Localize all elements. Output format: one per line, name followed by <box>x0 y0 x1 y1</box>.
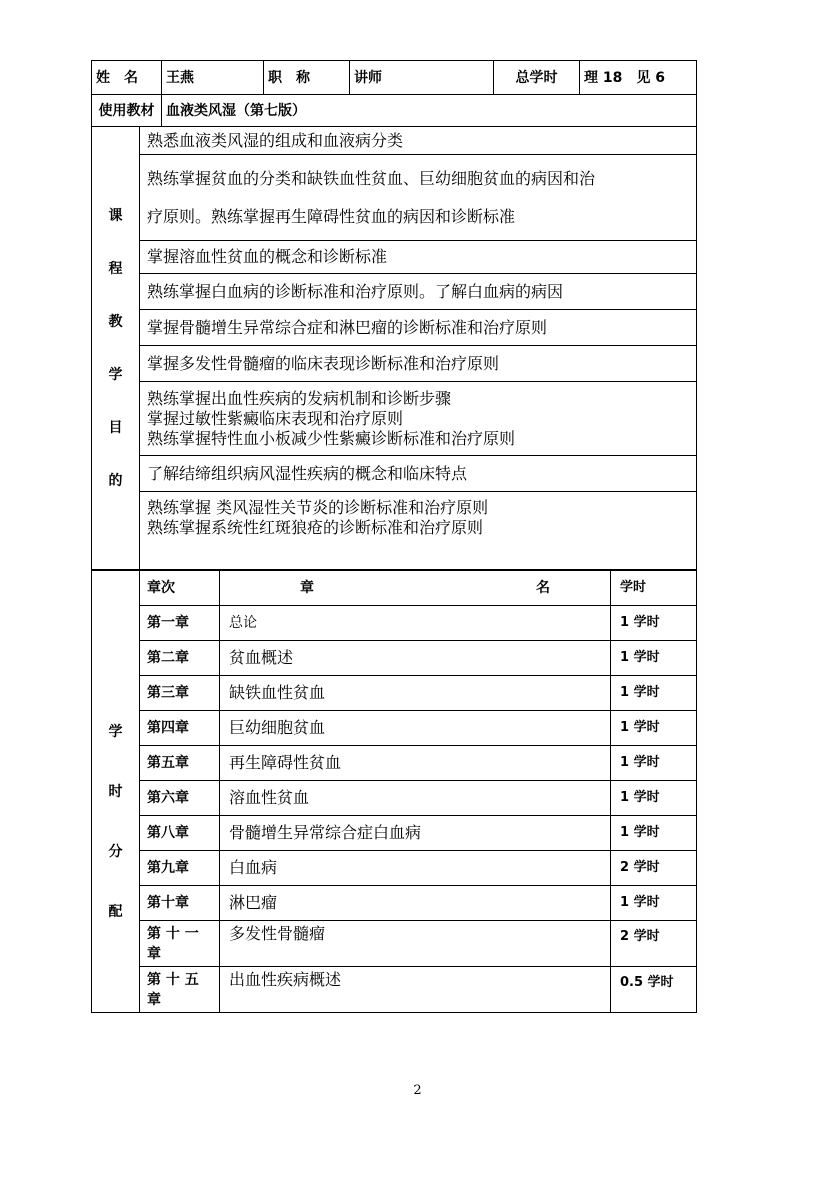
objective-line: 了解结缔组织病风湿性疾病的概念和临床特点 <box>147 463 468 483</box>
hours-cell: 1 学时 <box>611 886 697 921</box>
name-value: 王燕 <box>162 61 264 95</box>
objective-item <box>140 310 697 346</box>
objective-line: 疗原则。熟练掌握再生障碍性贫血的病因和诊断标准 <box>147 206 516 226</box>
objective-line: 熟悉血液类风湿的组成和血液病分类 <box>147 130 404 150</box>
chapter-cell: 第八章 <box>140 816 220 851</box>
objectives-table <box>91 126 697 570</box>
schedule-side-label <box>92 571 140 1013</box>
hours-cell: 1 学时 <box>611 641 697 676</box>
table-row <box>92 816 697 851</box>
chapter-cell: 第 十 五 章 <box>140 967 220 1013</box>
total-hours-label: 总学时 <box>494 61 580 95</box>
table-row <box>92 886 697 921</box>
chapter-name-cell: 缺铁血性贫血 <box>220 676 611 711</box>
chapter-cell: 第一章 <box>140 606 220 641</box>
table-row <box>92 711 697 746</box>
chapter-name-cell: 巨幼细胞贫血 <box>220 711 611 746</box>
chapter-cell: 第六章 <box>140 781 220 816</box>
side-char: 目 <box>108 419 123 436</box>
column-header-chapter: 章次 <box>140 571 220 606</box>
hours-allocation-table <box>91 570 697 1013</box>
side-char: 程 <box>108 260 123 277</box>
table-row <box>92 676 697 711</box>
objective-item <box>140 155 697 241</box>
objective-line: 熟练掌握 类风湿性关节炎的诊断标准和治疗原则 <box>147 498 489 517</box>
objective-line: 熟练掌握系统性红斑狼疮的诊断标准和治疗原则 <box>147 518 484 537</box>
side-char: 课 <box>108 207 123 224</box>
chapter-name-cell: 贫血概述 <box>220 641 611 676</box>
table-row <box>92 781 697 816</box>
side-char: 学 <box>108 366 123 383</box>
hours-cell: 1 学时 <box>611 816 697 851</box>
objective-line: 掌握骨髓增生异常综合症和淋巴瘤的诊断标准和治疗原则 <box>147 317 548 337</box>
hours-cell: 1 学时 <box>611 676 697 711</box>
chapter-cell: 第四章 <box>140 711 220 746</box>
table-row <box>92 921 697 967</box>
chapter-name-cell: 溶血性贫血 <box>220 781 611 816</box>
chapter-cell: 第五章 <box>140 746 220 781</box>
hours-cell: 2 学时 <box>611 851 697 886</box>
objective-line: 熟练掌握出血性疾病的发病机制和诊断步骤 <box>147 388 452 408</box>
textbook-label: 使用教材 <box>92 95 162 127</box>
objective-item <box>140 346 697 382</box>
objective-item <box>140 274 697 310</box>
side-char: 配 <box>108 903 123 920</box>
table-row <box>92 746 697 781</box>
side-char: 教 <box>108 313 123 330</box>
page-number: 2 <box>413 1083 422 1098</box>
hours-cell: 1 学时 <box>611 711 697 746</box>
chapter-name-cell: 总论 <box>220 606 611 641</box>
table-row <box>92 641 697 676</box>
table-row <box>92 606 697 641</box>
table-row <box>92 851 697 886</box>
chapter-cell: 第 十 一 章 <box>140 921 220 967</box>
textbook-row <box>92 95 697 127</box>
chapter-cell: 第二章 <box>140 641 220 676</box>
chapter-name-cell: 多发性骨髓瘤 <box>220 921 611 967</box>
hours-cell: 0.5 学时 <box>611 967 697 1013</box>
chapter-name-cell: 出血性疾病概述 <box>220 967 611 1013</box>
objective-item <box>140 492 697 570</box>
hours-cell: 1 学时 <box>611 746 697 781</box>
side-char: 分 <box>108 843 123 860</box>
objective-line: 掌握溶血性贫血的概念和诊断标准 <box>147 247 388 266</box>
hours-cell: 1 学时 <box>611 606 697 641</box>
objective-line: 熟练掌握特性血小板减少性紫癜诊断标准和治疗原则 <box>147 428 516 448</box>
hours-cell: 1 学时 <box>611 781 697 816</box>
chapter-cell: 第三章 <box>140 676 220 711</box>
objective-line: 熟练掌握贫血的分类和缺铁血性贫血、巨幼细胞贫血的病因和治 <box>147 168 596 188</box>
total-hours-value: 理 18 见 6 <box>580 61 697 95</box>
column-header-name-a: 章 <box>300 580 314 596</box>
objective-line: 掌握过敏性紫癜临床表现和治疗原则 <box>147 408 404 428</box>
chapter-cell: 第九章 <box>140 851 220 886</box>
title-label: 职 称 <box>264 61 350 95</box>
header-row <box>92 61 697 95</box>
side-char: 时 <box>108 783 123 800</box>
objectives-side-label <box>92 127 140 570</box>
table-row <box>92 967 697 1013</box>
chapter-cell: 第十章 <box>140 886 220 921</box>
textbook-value: 血液类风湿（第七版） <box>162 95 697 127</box>
column-header-name <box>220 571 611 606</box>
objective-item <box>140 382 697 456</box>
title-value: 讲师 <box>350 61 494 95</box>
objective-item <box>140 127 697 155</box>
side-char: 学 <box>108 723 123 740</box>
chapter-name-cell: 淋巴瘤 <box>220 886 611 921</box>
objective-item <box>140 241 697 274</box>
objective-line: 掌握多发性骨髓瘤的临床表现诊断标准和治疗原则 <box>147 353 500 373</box>
objective-item <box>140 456 697 492</box>
chapter-name-cell: 白血病 <box>220 851 611 886</box>
hours-cell: 2 学时 <box>611 921 697 967</box>
name-label: 姓 名 <box>92 61 162 95</box>
column-header-name-b: 名 <box>536 580 550 596</box>
side-char: 的 <box>108 472 123 489</box>
objective-line: 熟练掌握白血病的诊断标准和治疗原则。了解白血病的病因 <box>147 281 564 301</box>
column-header-hours: 学时 <box>611 571 697 606</box>
header-info-table <box>91 60 697 127</box>
chapter-name-cell: 再生障碍性贫血 <box>220 746 611 781</box>
chapter-name-cell: 骨髓增生异常综合症白血病 <box>220 816 611 851</box>
